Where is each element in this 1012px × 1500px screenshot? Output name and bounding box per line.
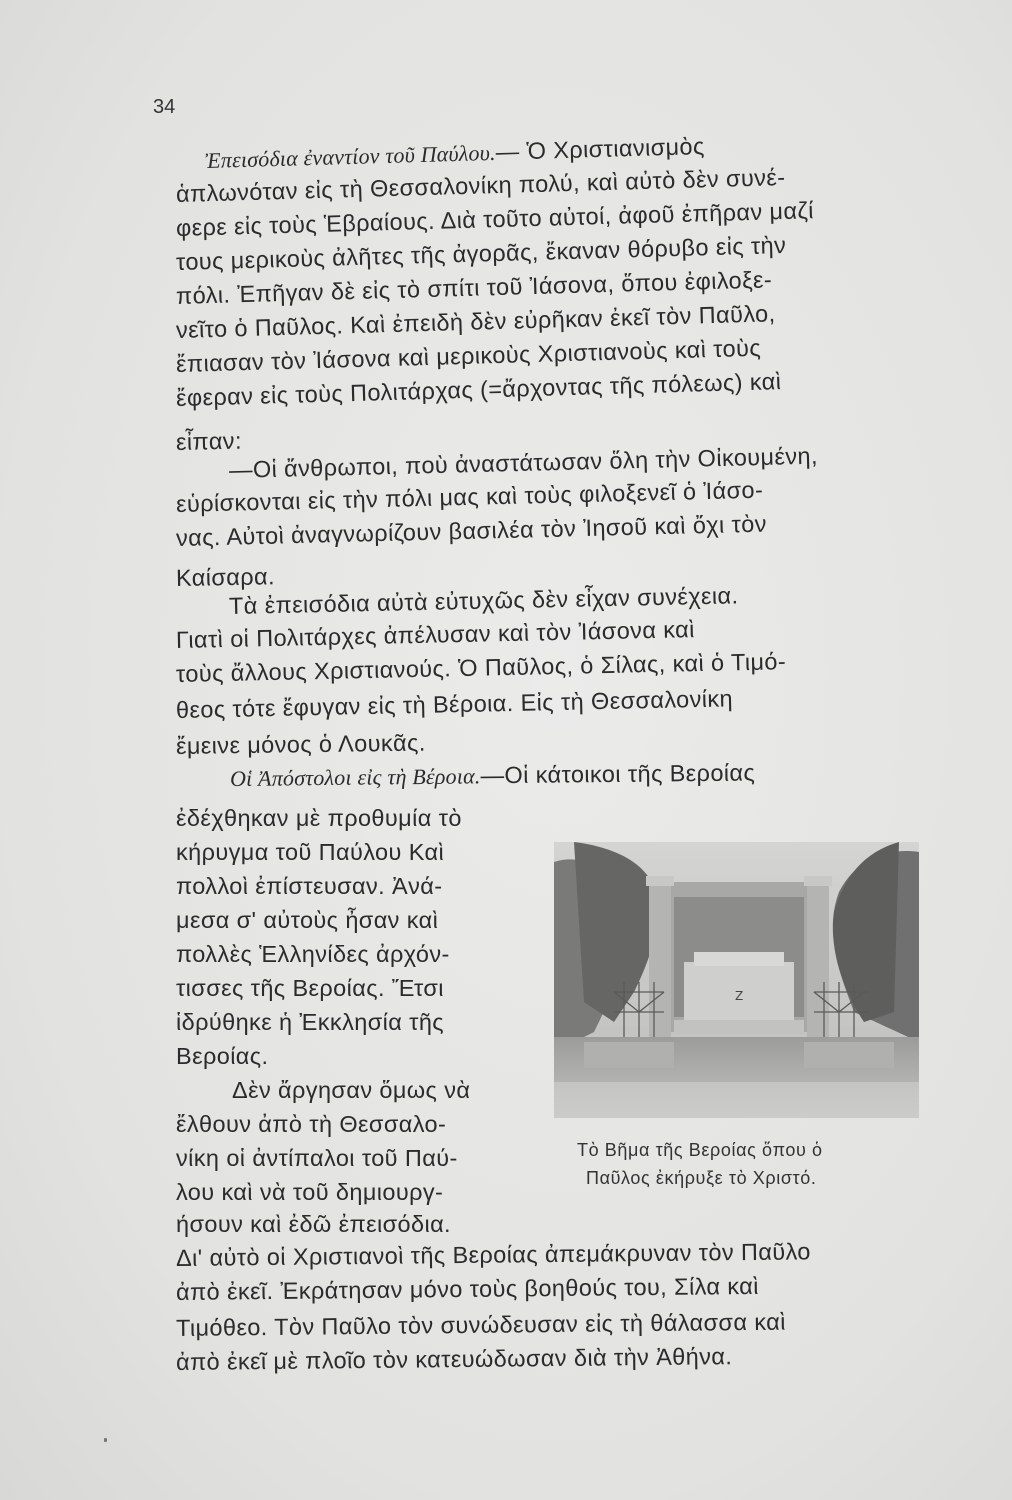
section1-line-8: ἔφεραν εἰς τοὺς Πολιτάρχας (=ἄρχοντας τῆς πόλεως) καὶ (175, 368, 782, 411)
section1-line-11: εὑρίσκονται εἰς τὴν πόλι μας καὶ τοὺς φιλοξενεῖ ὁ Ἰάσο- (175, 476, 764, 517)
section2-line-10: Δὲν ἄργησαν ὅμως νὰ (232, 1077, 471, 1103)
section1-line-14: Τὰ ἐπεισόδια αὐτὰ εὐτυχῶς δὲν εἶχαν συνέχεια. (228, 582, 739, 619)
section2-line-15: Δι' αὐτὸ οἱ Χριστιανοὶ τῆς Βεροίας ἀπεμάκρυναν τὸν Παῦλο (175, 1238, 811, 1271)
section1-line-12: νας. Αὐτοὶ ἀναγνωρίζουν βασιλέα τὸν Ἰησοῦ καὶ ὄχι τὸν (175, 510, 768, 551)
section1-line-10: —Οἱ ἄνθρωποι, ποὺ ἀναστάτωσαν ὅλη τὴν Οἰκουμένη, (228, 442, 819, 483)
figure-caption-line-2: Παῦλος ἐκήρυξε τὸ Χριστό. (586, 1168, 817, 1188)
print-speck (104, 1438, 107, 1442)
section1-line-16: τοὺς ἄλλους Χριστιανούς. Ὁ Παῦλος, ὁ Σίλας, καὶ ὁ Τιμό- (175, 648, 787, 687)
section2-line-6: πολλὲς Ἑλληνίδες ἀρχόν- (176, 941, 450, 967)
figure-caption-line-1: Τὸ Βῆμα τῆς Βεροίας ὅπου ὁ (577, 1140, 823, 1160)
section2-heading: Οἱ Ἀπόστολοι εἰς τὴ Βέροια. (229, 763, 481, 791)
section1-line-5: πόλι. Ἐπῆγαν δὲ εἰς τὸ σπίτι τοῦ Ἰάσονα, ὅπου ἐφιλοξε- (175, 266, 773, 309)
section2-line-12: νίκη οἱ ἀντίπαλοι τοῦ Παύ- (176, 1145, 458, 1171)
section1-line-15: Γιατὶ οἱ Πολιτάρχες ἀπέλυσαν καὶ τὸν Ἰάσονα καὶ (175, 616, 695, 653)
section2-line-2: ἐδέχθηκαν μὲ προθυμία τὸ (176, 805, 462, 831)
section2-line-8: ἱδρύθηκε ἡ Ἐκκλησία τῆς (176, 1009, 445, 1035)
section1-heading-dash: — (495, 138, 520, 165)
section1-line-13: Καίσαρα. (175, 563, 276, 591)
section2-line-18: ἀπὸ ἐκεῖ μὲ πλοῖο τὸν κατευώδωσαν διὰ τὴν Ἀθήνα. (175, 1343, 733, 1375)
section2-line-5: μεσα σ' αὐτοὺς ἦσαν καὶ (176, 907, 439, 933)
section1-line-2: ἁπλωνόταν εἰς τὴ Θεσσαλονίκη πολύ, καὶ αὐτὸ δὲν συνέ- (175, 163, 786, 207)
section2-line-14: ήσουν καὶ ἐδῶ ἐπεισόδια. (176, 1211, 451, 1237)
section2-line-9: Βεροίας. (176, 1043, 269, 1069)
section1-line-18: ἔμεινε μόνος ὁ Λουκᾶς. (175, 729, 426, 759)
section1-heading: Ἐπεισόδια ἐναντίον τοῦ Παύλου. (204, 139, 497, 173)
section2-line-7: τισσες τῆς Βεροίας. Ἔτσι (176, 975, 444, 1001)
section1-line-4: τους μερικοὺς ἀλῆτες τῆς ἀγορᾶς, ἔκαναν θόρυβο εἰς τὴν (175, 231, 787, 275)
section2-text: Οἱ κάτοικοι τῆς Βεροίας (504, 759, 756, 789)
section1-line-7: ἔπιασαν τὸν Ἰάσονα καὶ μερικοὺς Χριστιανοὺς καὶ τοὺς (175, 334, 762, 377)
page-number: 34 (153, 96, 176, 118)
section1-line-17: θεος τότε ἔφυγαν εἰς τὴ Βέροια. Εἰς τὴ Θεσσαλονίκη (175, 685, 734, 723)
section1-line-3: φερε εἰς τοὺς Ἑβραίους. Διὰ τοῦτο αὐτοί, ἀφοῦ ἐπῆραν μαζί (175, 197, 815, 241)
photo-bema-of-veroia (554, 842, 919, 1118)
section1-line-9: εἶπαν: (175, 427, 243, 455)
photo-illustration (554, 842, 919, 1118)
section2-heading-dash: — (480, 762, 505, 789)
section2-line-4: πολλοὶ ἐπίστευσαν. Ἀνά- (176, 873, 443, 899)
section2-line-16: ἀπὸ ἐκεῖ. Ἐκράτησαν μόνο τοὺς βοηθούς του, Σίλα καὶ (175, 1272, 759, 1305)
section1-text: Ὁ Χριστιανισμὸς (526, 133, 705, 165)
section2-line-13: λου καὶ νὰ τοῦ δημιουργ- (176, 1179, 444, 1205)
section2-line-17: Τιμόθεο. Τὸν Παῦλο τὸν συνώδευσαν εἰς τὴ θάλασσα καὶ (175, 1308, 786, 1341)
section2-line-11: ἔλθουν ἀπὸ τὴ Θεσσαλο- (176, 1111, 447, 1137)
svg-text:Z: Z (735, 989, 744, 1003)
section1-line-6: νεῖτο ὁ Παῦλος. Καὶ ἐπειδὴ δὲν εὐρῆκαν ἐκεῖ τὸν Παῦλο, (175, 300, 776, 343)
section2-line-3: κήρυγμα τοῦ Παύλου Καὶ (176, 839, 445, 865)
section2-line-1 (230, 759, 755, 793)
